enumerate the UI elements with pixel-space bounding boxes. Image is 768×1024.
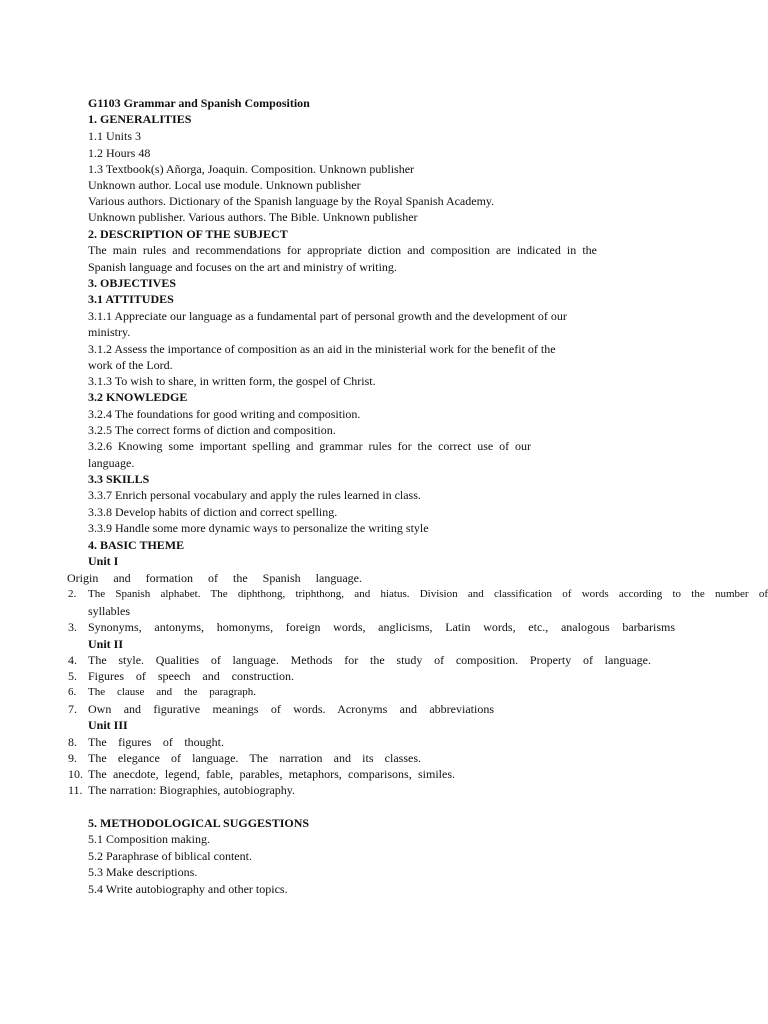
theme-item: The Spanish alphabet. The diphthong, triphthong, and hiatus. Division and classification of words according to the number of [88,588,768,600]
description-line: The main rules and recommendations for appropriate diction and composition are indicated in the [88,243,597,257]
attitude-line: 3.1.1 Appreciate our language as a fundamental part of personal growth and the development of our [88,309,567,323]
textbook-line: 1.3 Textbook(s) Añorga, Joaquin. Composition. Unknown publisher [88,162,415,176]
skill-line: 3.3.9 Handle some more dynamic ways to personalize the writing style [88,521,429,535]
item-number: 6. [68,686,77,698]
knowledge-line: 3.2.6 Knowing some important spelling and grammar rules for the correct use of our [88,439,531,453]
item-number: 2. [68,588,77,600]
knowledge-line: language. [88,456,135,470]
theme-item: Origin and formation of the Spanish language. [67,571,362,585]
theme-item: Own and figurative meanings of words. Acronyms and abbreviations [88,702,494,716]
skills-heading: 3.3 SKILLS [88,472,150,486]
item-number: 9. [68,751,77,765]
theme-item: The narration: Biographies, autobiography. [88,783,295,797]
knowledge-line: 3.2.4 The foundations for good writing and composition. [88,407,361,421]
theme-item: The style. Qualities of language. Methods for the study of composition. Property of language. [88,653,651,667]
units-line: 1.1 Units 3 [88,129,142,143]
attitudes-heading: 3.1 ATTITUDES [88,292,174,306]
methodology-line: 5.1 Composition making. [88,832,211,846]
attitude-line: 3.1.3 To wish to share, in written form, the gospel of Christ. [88,374,376,388]
theme-item: The elegance of language. The narration and its classes. [88,751,421,765]
item-number: 11. [68,783,83,797]
item-number: 5. [68,669,77,683]
textbook-line: Various authors. Dictionary of the Spanish language by the Royal Spanish Academy. [88,194,495,208]
skill-line: 3.3.8 Develop habits of diction and correct spelling. [88,505,338,519]
methodology-heading: 5. METHODOLOGICAL SUGGESTIONS [88,816,310,830]
textbook-line: Unknown publisher. Various authors. The Bible. Unknown publisher [88,210,418,224]
unit-heading: Unit I [88,554,119,568]
methodology-line: 5.2 Paraphrase of biblical content. [88,849,252,863]
methodology-line: 5.3 Make descriptions. [88,865,198,879]
attitude-line: ministry. [88,325,131,339]
objectives-heading: 3. OBJECTIVES [88,276,177,290]
attitude-line: 3.1.2 Assess the importance of composition as an aid in the ministerial work for the benefit of the [88,342,556,356]
unit-heading: Unit II [88,637,124,651]
theme-item: The anecdote, legend, fable, parables, metaphors, comparisons, similes. [88,767,455,781]
theme-item-continuation: syllables [88,604,130,618]
theme-item: Synonyms, antonyms, homonyms, foreign words, anglicisms, Latin words, etc., analogous barbarisms [88,620,675,634]
knowledge-line: 3.2.5 The correct forms of diction and composition. [88,423,336,437]
methodology-line: 5.4 Write autobiography and other topics. [88,882,288,896]
hours-line: 1.2 Hours 48 [88,146,151,160]
item-number: 4. [68,653,77,667]
skill-line: 3.3.7 Enrich personal vocabulary and apply the rules learned in class. [88,488,421,502]
description-heading: 2. DESCRIPTION OF THE SUBJECT [88,227,288,241]
unit-heading: Unit III [88,718,128,732]
description-line: Spanish language and focuses on the art and ministry of writing. [88,260,397,274]
theme-item: The figures of thought. [88,735,224,749]
theme-item: The clause and the paragraph. [88,686,256,698]
item-number: 7. [68,702,77,716]
attitude-line: work of the Lord. [88,358,173,372]
theme-item: Figures of speech and construction. [88,669,294,683]
knowledge-heading: 3.2 KNOWLEDGE [88,390,188,404]
item-number: 10. [68,767,83,781]
generalities-heading: 1. GENERALITIES [88,112,192,126]
item-number: 8. [68,735,77,749]
textbook-line: Unknown author. Local use module. Unknown publisher [88,178,361,192]
basic-theme-heading: 4. BASIC THEME [88,538,185,552]
course-title: G1103 Grammar and Spanish Composition [88,96,310,110]
item-number: 3. [68,620,77,634]
